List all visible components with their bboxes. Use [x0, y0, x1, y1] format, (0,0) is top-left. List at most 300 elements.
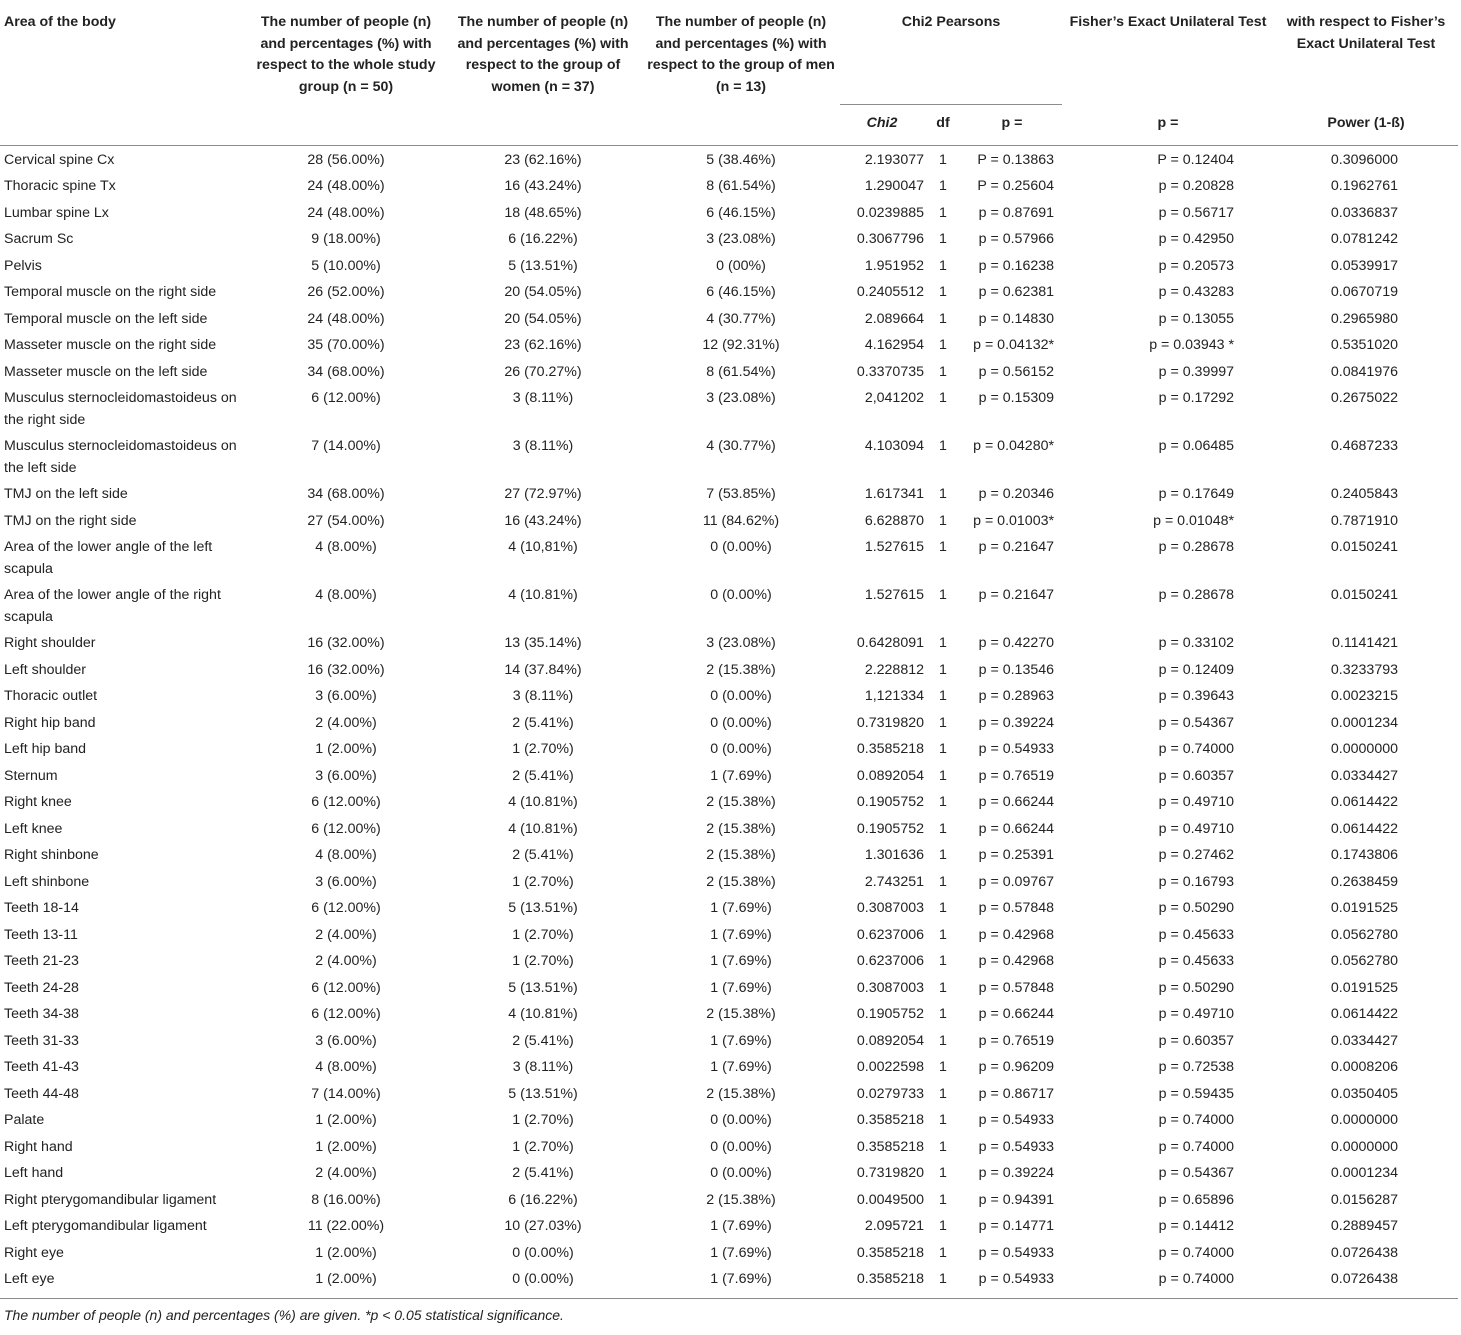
cell-power: 0.0670719: [1330, 284, 1398, 300]
cell-women: 1 (2.70%): [512, 741, 574, 757]
cell-area: Musculus sternocleidomastoideus on the right side: [4, 390, 237, 428]
cell-men: 3 (23.08%): [706, 390, 776, 406]
cell-p: p = 0.39224: [978, 1165, 1054, 1181]
cell-whole: 6 (12.00%): [311, 820, 381, 837]
cell-men: 1 (7.69%): [710, 1032, 772, 1049]
cell-p: p = 0.66244: [978, 1006, 1054, 1022]
cell-area: Teeth 44-48: [4, 1085, 79, 1102]
cell-power: 0.0539917: [1330, 257, 1398, 274]
cell-area: Left knee: [4, 820, 63, 837]
cell-power: 0.2889457: [1330, 1218, 1398, 1234]
cell-df: 1: [939, 900, 947, 916]
cell-women: 4 (10.81%): [508, 587, 578, 603]
cell-whole: 24 (48.00%): [307, 310, 385, 327]
cell-whole: 35 (70.00%): [307, 337, 385, 353]
cell-area: Teeth 18-14: [4, 900, 79, 916]
cell-chi: 2.228812: [864, 661, 924, 678]
table-row: [0, 656, 1458, 683]
cell-chi: 0.6237006: [856, 926, 924, 943]
cell-fisher-p: p = 0.16793: [1158, 873, 1234, 890]
cell-df: 1: [939, 363, 947, 380]
cell-chi: 0.0049500: [856, 1191, 924, 1208]
cell-women: 2 (5.41%): [512, 1032, 574, 1049]
cell-df: 1: [939, 178, 947, 194]
cell-area: Left pterygomandibular ligament: [4, 1218, 207, 1234]
cell-women: 18 (48.65%): [504, 204, 582, 221]
cell-men: 1 (7.69%): [710, 1271, 772, 1287]
cell-p: p = 0.86717: [978, 1085, 1054, 1102]
cell-fisher-p: p = 0.49710: [1158, 820, 1234, 837]
cell-fisher-p: p = 0.45633: [1158, 926, 1234, 943]
cell-women: 16 (43.24%): [504, 178, 582, 194]
cell-area: Temporal muscle on the right side: [4, 284, 217, 300]
cell-p: p = 0.66244: [978, 794, 1054, 810]
cell-p: p = 0.16238: [978, 257, 1054, 274]
cell-whole: 6 (12.00%): [311, 1006, 381, 1022]
cell-area: Teeth 31-33: [4, 1032, 79, 1049]
cell-fisher-p: p = 0.45633: [1158, 953, 1234, 969]
cell-area: Area of the lower angle of the right scapula: [4, 587, 221, 625]
cell-women: 14 (37.84%): [504, 661, 582, 678]
cell-area: Lumbar spine Lx: [4, 204, 109, 221]
header-whole: The number of people (n) and percentages (%) with respect to the whole study group (n = 50): [256, 14, 436, 95]
cell-fisher-p: p = 0.39643: [1158, 688, 1234, 704]
cell-fisher-p: p = 0.28678: [1158, 587, 1234, 603]
cell-p: p = 0.14830: [978, 310, 1054, 327]
cell-chi: 1.951952: [864, 257, 924, 274]
cell-df: 1: [939, 635, 947, 651]
cell-men: 1 (7.69%): [710, 767, 772, 784]
header-chi-group: Chi2 Pearsons: [840, 0, 1062, 105]
cell-chi: 0.6428091: [856, 635, 924, 651]
cell-fisher-p: p = 0.56717: [1158, 204, 1234, 221]
table-row: [0, 894, 1458, 921]
cell-whole: 3 (6.00%): [315, 767, 377, 784]
cell-fisher-p: p = 0.17649: [1158, 486, 1234, 502]
cell-area: Right eye: [4, 1244, 64, 1261]
cell-df: 1: [939, 661, 947, 678]
cell-chi: 0.0022598: [856, 1059, 924, 1075]
cell-power: 0.0001234: [1330, 1165, 1398, 1181]
cell-power: 0.0781242: [1330, 231, 1398, 247]
cell-power: 0.0614422: [1330, 820, 1398, 837]
cell-chi: 0.3087003: [856, 979, 924, 996]
cell-fisher-p: p = 0.01048*: [1153, 512, 1234, 529]
cell-power: 0.2965980: [1330, 310, 1398, 327]
cell-men: 4 (30.77%): [706, 310, 776, 327]
cell-men: 3 (23.08%): [706, 231, 776, 247]
cell-df: 1: [939, 587, 947, 603]
cell-women: 2 (5.41%): [512, 1165, 574, 1181]
cell-df: 1: [939, 847, 947, 863]
cell-chi: 0.3585218: [856, 1112, 924, 1128]
cell-area: Cervical spine Cx: [4, 151, 115, 168]
cell-chi: 6.628870: [864, 512, 924, 529]
cell-men: 1 (7.69%): [710, 1244, 772, 1261]
cell-df: 1: [939, 539, 947, 555]
table-row: [0, 1265, 1458, 1292]
cell-men: 2 (15.38%): [706, 873, 776, 890]
cell-whole: 6 (12.00%): [311, 979, 381, 996]
cell-df: 1: [939, 512, 947, 529]
cell-women: 3 (8.11%): [512, 1059, 574, 1075]
cell-whole: 1 (2.00%): [315, 1112, 377, 1128]
cell-p: p = 0.54933: [978, 1271, 1054, 1287]
cell-p: p = 0.09767: [978, 873, 1054, 890]
cell-fisher-p: p = 0.49710: [1158, 794, 1234, 810]
cell-power: 0.2405843: [1330, 486, 1398, 502]
cell-women: 3 (8.11%): [512, 688, 574, 704]
cell-whole: 8 (16.00%): [311, 1191, 381, 1208]
cell-whole: 4 (8.00%): [315, 847, 377, 863]
header-fisher-p: p =: [1157, 114, 1179, 131]
table-row: [0, 172, 1458, 199]
cell-fisher-p: p = 0.72538: [1158, 1059, 1234, 1075]
cell-p: p = 0.20346: [978, 486, 1054, 502]
cell-women: 27 (72.97%): [504, 486, 582, 502]
cell-p: p = 0.54933: [978, 1138, 1054, 1155]
cell-p: p = 0.15309: [978, 390, 1054, 406]
cell-df: 1: [939, 1218, 947, 1234]
cell-power: 0.1962761: [1330, 178, 1398, 194]
cell-df: 1: [939, 1165, 947, 1181]
table-row: [0, 331, 1458, 358]
cell-power: 0.0023215: [1330, 688, 1398, 704]
cell-df: 1: [939, 767, 947, 784]
cell-chi: 0.3370735: [856, 363, 924, 380]
cell-area: Teeth 13-11: [4, 926, 78, 943]
cell-power: 0.3233793: [1330, 661, 1398, 678]
cell-power: 0.0191525: [1330, 900, 1398, 916]
header-chi: Chi2: [866, 115, 898, 131]
cell-power: 0.0562780: [1330, 953, 1398, 969]
cell-area: Right hand: [4, 1138, 73, 1155]
cell-chi: 1.617341: [864, 486, 924, 502]
cell-df: 1: [939, 310, 947, 327]
cell-df: 1: [939, 257, 947, 274]
table-row: [0, 921, 1458, 948]
table-row: [0, 1053, 1458, 1080]
cell-chi: 0.0279733: [856, 1085, 924, 1102]
cell-women: 5 (13.51%): [508, 1085, 578, 1102]
cell-men: 2 (15.38%): [706, 1085, 776, 1102]
cell-area: Musculus sternocleidomastoideus on the left side: [4, 438, 237, 476]
header-men: The number of people (n) and percentages (%) with respect to the group of men (n = 13): [647, 14, 835, 95]
cell-df: 1: [939, 284, 947, 300]
table-row: [0, 762, 1458, 789]
cell-area: Left shoulder: [4, 661, 87, 678]
header-fisher: Fisher’s Exact Unilateral Test: [1069, 14, 1267, 30]
cell-area: Area of the lower angle of the left scapula: [4, 539, 213, 577]
cell-power: 0.0350405: [1330, 1085, 1398, 1102]
cell-whole: 11 (22.00%): [307, 1218, 385, 1234]
cell-women: 1 (2.70%): [512, 1112, 574, 1128]
cell-women: 6 (16.22%): [508, 1191, 578, 1208]
table-row: [0, 278, 1458, 305]
cell-women: 1 (2.70%): [512, 873, 574, 890]
cell-area: Sacrum Sc: [4, 231, 74, 247]
table-row: [0, 1080, 1458, 1107]
cell-women: 1 (2.70%): [512, 926, 574, 943]
cell-women: 16 (43.24%): [504, 512, 582, 529]
cell-men: 1 (7.69%): [710, 979, 772, 996]
cell-whole: 26 (52.00%): [307, 284, 385, 300]
cell-p: p = 0.96209: [978, 1059, 1054, 1075]
cell-p: p = 0.54933: [978, 1244, 1054, 1261]
cell-men: 2 (15.38%): [706, 1006, 776, 1022]
cell-chi: 0.6237006: [856, 953, 924, 969]
cell-df: 1: [939, 741, 947, 757]
cell-p: P = 0.13863: [977, 151, 1054, 168]
cell-df: 1: [939, 873, 947, 890]
cell-power: 0.1141421: [1331, 635, 1398, 651]
cell-chi: 4.162954: [864, 337, 924, 353]
table-row: [0, 305, 1458, 332]
cell-area: Sternum: [4, 767, 58, 784]
cell-p: P = 0.25604: [977, 178, 1054, 194]
cell-power: 0.0008206: [1330, 1059, 1398, 1075]
cell-whole: 7 (14.00%): [311, 438, 381, 454]
table-row: [0, 629, 1458, 656]
cell-men: 2 (15.38%): [706, 820, 776, 837]
cell-chi: 0.1905752: [856, 820, 924, 837]
cell-p: p = 0.87691: [978, 204, 1054, 221]
cell-men: 0 (0.00%): [710, 1112, 772, 1128]
cell-women: 20 (54.05%): [504, 284, 582, 300]
table-row: [0, 1133, 1458, 1160]
cell-area: Right shinbone: [4, 847, 99, 863]
table-row: [0, 1000, 1458, 1027]
cell-fisher-p: p = 0.20828: [1158, 178, 1234, 194]
cell-men: 2 (15.38%): [706, 847, 776, 863]
table-row: [0, 581, 1458, 629]
cell-men: 0 (0.00%): [710, 1138, 772, 1155]
cell-women: 3 (8.11%): [512, 390, 574, 406]
header-power: Power (1-ß): [1327, 114, 1405, 131]
cell-p: p = 0.76519: [978, 767, 1054, 784]
cell-men: 5 (38.46%): [706, 151, 776, 168]
cell-chi: 0.3087003: [856, 900, 924, 916]
cell-area: Palate: [4, 1112, 45, 1128]
cell-p: p = 0.54933: [978, 1112, 1054, 1128]
cell-power: 0.1743806: [1330, 847, 1398, 863]
cell-power: 0.0000000: [1330, 741, 1398, 757]
cell-men: 1 (7.69%): [710, 900, 772, 916]
cell-women: 10 (27.03%): [504, 1218, 582, 1234]
cell-whole: 1 (2.00%): [315, 1138, 377, 1155]
table-row: [0, 1186, 1458, 1213]
cell-fisher-p: p = 0.42950: [1158, 231, 1234, 247]
cell-women: 4 (10.81%): [508, 1006, 578, 1022]
cell-men: 11 (84.62%): [702, 512, 780, 529]
cell-men: 1 (7.69%): [710, 926, 772, 943]
cell-df: 1: [939, 1138, 947, 1155]
table-row: [0, 868, 1458, 895]
cell-p: p = 0.42270: [978, 635, 1054, 651]
cell-whole: 24 (48.00%): [307, 204, 385, 221]
cell-chi: 0.3585218: [856, 1138, 924, 1155]
cell-p: p = 0.13546: [978, 661, 1054, 678]
cell-p: p = 0.57848: [978, 900, 1054, 916]
table-row: [0, 682, 1458, 709]
cell-fisher-p: p = 0.49710: [1158, 1006, 1234, 1022]
cell-men: 12 (92.31%): [702, 337, 780, 353]
table-row: [0, 841, 1458, 868]
cell-whole: 1 (2.00%): [315, 1271, 377, 1287]
cell-chi: 0.3585218: [856, 1271, 924, 1287]
cell-power: 0.4687233: [1330, 438, 1398, 454]
cell-women: 2 (5.41%): [512, 847, 574, 863]
cell-men: 7 (53.85%): [706, 486, 776, 502]
table-row: [0, 709, 1458, 736]
table-row: [0, 1239, 1458, 1266]
cell-chi: 1.527615: [864, 587, 924, 603]
cell-fisher-p: p = 0.13055: [1158, 310, 1234, 327]
cell-p: p = 0.04132*: [973, 337, 1054, 353]
cell-df: 1: [939, 390, 947, 406]
cell-df: 1: [939, 1191, 947, 1208]
cell-men: 4 (30.77%): [706, 438, 776, 454]
cell-men: 0 (00%): [716, 257, 766, 274]
cell-women: 0 (0.00%): [512, 1271, 574, 1287]
cell-chi: 2.193077: [864, 151, 924, 168]
cell-p: p = 0.42968: [978, 953, 1054, 969]
cell-women: 4 (10,81%): [508, 539, 578, 555]
cell-p: p = 0.76519: [978, 1032, 1054, 1049]
cell-power: 0.3096000: [1330, 151, 1398, 168]
header-df: df: [936, 115, 950, 131]
cell-men: 0 (0.00%): [710, 1165, 772, 1181]
cell-chi: 2,041202: [864, 390, 924, 406]
cell-women: 13 (35.14%): [504, 635, 582, 651]
cell-chi: 0.0892054: [856, 767, 924, 784]
cell-area: Left shinbone: [4, 873, 90, 890]
cell-chi: 1,121334: [864, 688, 924, 704]
cell-fisher-p: p = 0.74000: [1158, 1112, 1234, 1128]
cell-women: 2 (5.41%): [512, 714, 574, 731]
cell-p: p = 0.57848: [978, 979, 1054, 996]
cell-df: 1: [939, 1271, 947, 1287]
cell-area: Thoracic outlet: [4, 688, 98, 704]
cell-p: p = 0.62381: [978, 284, 1054, 300]
cell-men: 3 (23.08%): [706, 635, 776, 651]
cell-power: 0.0000000: [1330, 1112, 1398, 1128]
cell-df: 1: [939, 1085, 947, 1102]
cell-fisher-p: p = 0.20573: [1158, 257, 1234, 274]
cell-df: 1: [939, 1006, 947, 1022]
cell-whole: 4 (8.00%): [315, 1059, 377, 1075]
cell-men: 0 (0.00%): [710, 539, 772, 555]
cell-area: Right shoulder: [4, 635, 96, 651]
table-row: [0, 788, 1458, 815]
cell-df: 1: [939, 1112, 947, 1128]
cell-fisher-p: p = 0.50290: [1158, 900, 1234, 916]
cell-women: 5 (13.51%): [508, 257, 578, 274]
cell-men: 8 (61.54%): [706, 178, 776, 194]
cell-df: 1: [939, 438, 947, 454]
cell-area: Teeth 24-28: [4, 979, 79, 996]
cell-df: 1: [939, 1032, 947, 1049]
cell-fisher-p: p = 0.59435: [1158, 1085, 1234, 1102]
cell-women: 0 (0.00%): [512, 1244, 574, 1261]
cell-power: 0.0562780: [1330, 926, 1398, 943]
cell-men: 6 (46.15%): [706, 284, 776, 300]
cell-power: 0.0156287: [1330, 1191, 1398, 1208]
cell-women: 23 (62.16%): [504, 337, 582, 353]
cell-power: 0.0334427: [1330, 767, 1398, 784]
cell-area: Masseter muscle on the right side: [4, 337, 217, 353]
cell-df: 1: [939, 820, 947, 837]
table-row: [0, 533, 1458, 581]
cell-chi: 2.743251: [864, 873, 924, 890]
cell-women: 20 (54.05%): [504, 310, 582, 327]
cell-men: 0 (0.00%): [710, 688, 772, 704]
cell-power: 0.0150241: [1330, 587, 1398, 603]
cell-area: TMJ on the left side: [4, 486, 128, 502]
cell-whole: 1 (2.00%): [315, 1244, 377, 1261]
cell-df: 1: [939, 794, 947, 810]
table-row: [0, 507, 1458, 534]
cell-area: Left hand: [4, 1165, 64, 1181]
cell-whole: 34 (68.00%): [307, 363, 385, 380]
cell-fisher-p: p = 0.03943 *: [1149, 337, 1234, 353]
cell-whole: 7 (14.00%): [311, 1085, 381, 1102]
cell-fisher-p: p = 0.06485: [1158, 438, 1234, 454]
table-row: [0, 1159, 1458, 1186]
cell-power: 0.0726438: [1330, 1244, 1398, 1261]
cell-whole: 3 (6.00%): [315, 1032, 377, 1049]
cell-df: 1: [939, 231, 947, 247]
cell-whole: 3 (6.00%): [315, 873, 377, 890]
table-footnote: The number of people (n) and percentages (%) are given. *p < 0.05 statistical significance.: [0, 1298, 1458, 1323]
cell-power: 0.0150241: [1330, 539, 1398, 555]
cell-power: 0.0001234: [1330, 714, 1398, 731]
cell-area: Teeth 34-38: [4, 1006, 79, 1022]
table-row: [0, 432, 1458, 480]
cell-power: 0.0614422: [1330, 1006, 1398, 1022]
cell-whole: 2 (4.00%): [315, 953, 377, 969]
cell-whole: 1 (2.00%): [315, 741, 377, 757]
table-row: [0, 384, 1458, 432]
cell-area: TMJ on the right side: [4, 512, 137, 529]
cell-whole: 16 (32.00%): [307, 661, 385, 678]
table-row: [0, 480, 1458, 507]
cell-men: 1 (7.69%): [710, 1218, 772, 1234]
cell-p: p = 0.01003*: [973, 512, 1054, 529]
cell-chi: 0.7319820: [856, 714, 924, 731]
cell-women: 1 (2.70%): [512, 953, 574, 969]
cell-fisher-p: p = 0.14412: [1158, 1218, 1234, 1234]
cell-area: Right knee: [4, 794, 72, 810]
cell-area: Pelvis: [4, 257, 42, 274]
cell-fisher-p: p = 0.43283: [1158, 284, 1234, 300]
table-row: [0, 735, 1458, 762]
cell-area: Teeth 41-43: [4, 1059, 79, 1075]
cell-men: 0 (0.00%): [710, 714, 772, 731]
cell-fisher-p: p = 0.65896: [1158, 1191, 1234, 1208]
cell-fisher-p: p = 0.74000: [1158, 741, 1234, 757]
cell-p: p = 0.94391: [978, 1191, 1054, 1208]
cell-p: p = 0.66244: [978, 820, 1054, 837]
header-p: p =: [1001, 115, 1023, 131]
cell-df: 1: [939, 926, 947, 943]
cell-fisher-p: p = 0.50290: [1158, 979, 1234, 996]
cell-power: 0.2638459: [1330, 873, 1398, 890]
cell-fisher-p: p = 0.27462: [1158, 847, 1234, 863]
cell-p: p = 0.54933: [978, 741, 1054, 757]
cell-fisher-p: p = 0.74000: [1158, 1138, 1234, 1155]
cell-women: 6 (16.22%): [508, 231, 578, 247]
